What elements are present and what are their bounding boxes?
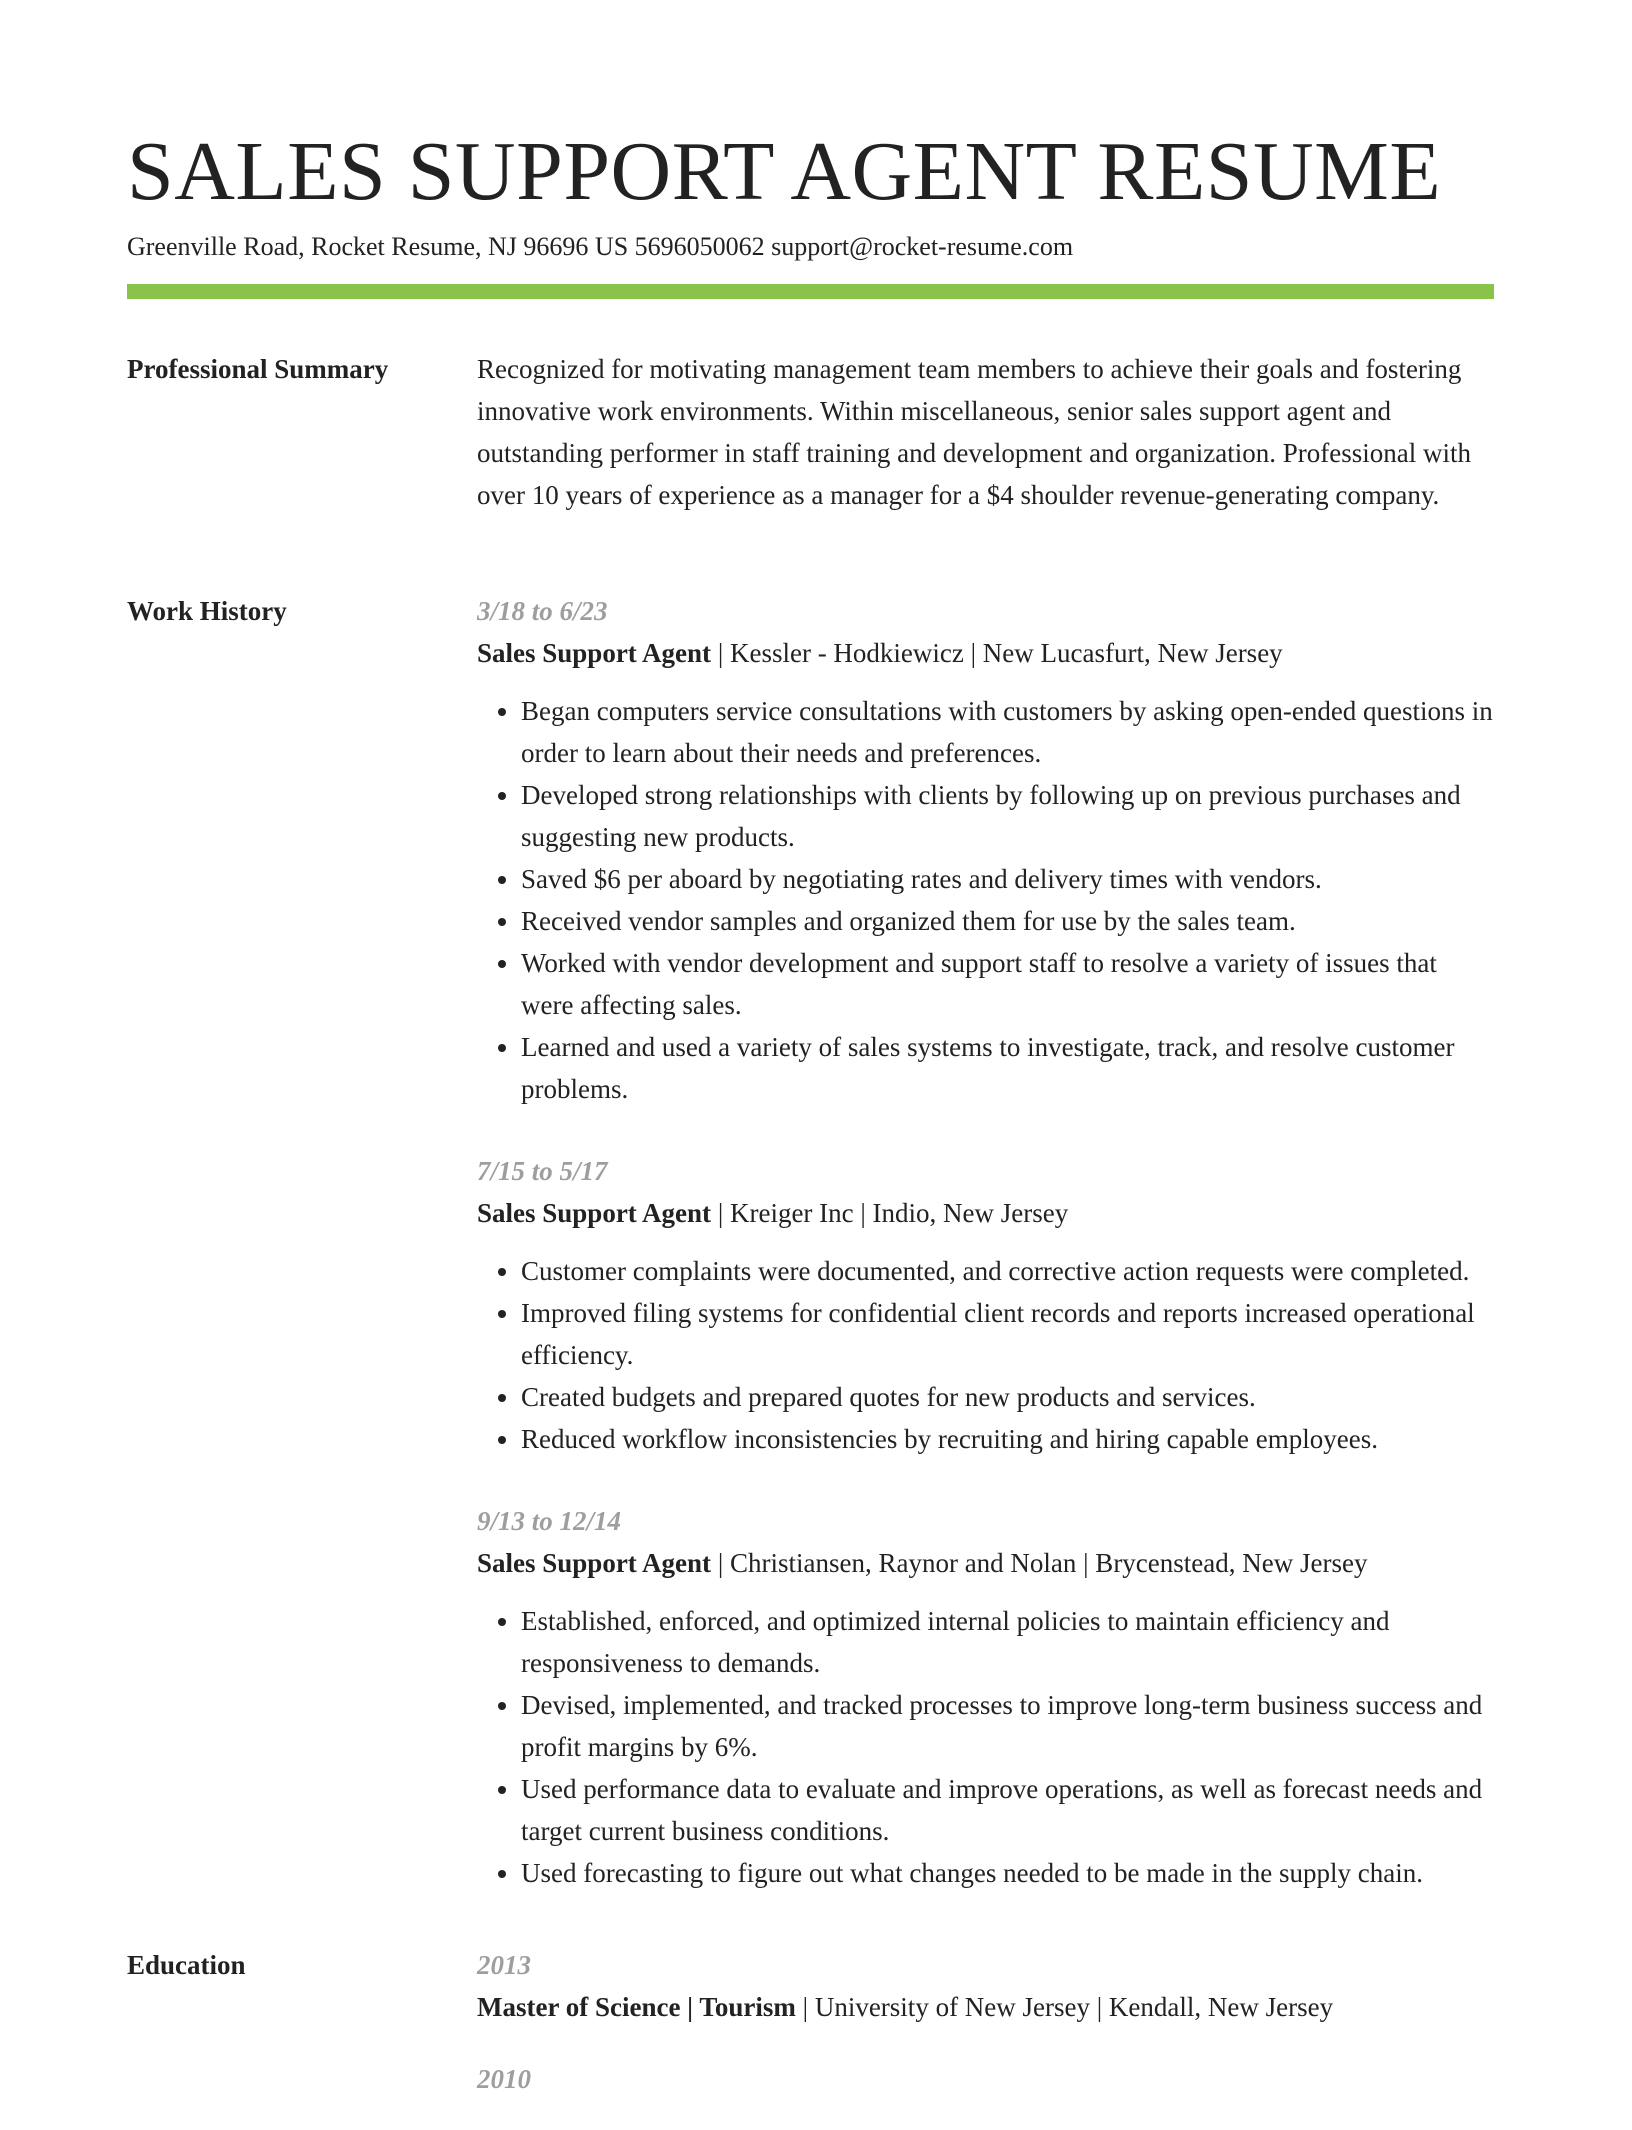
work-history-body <box>477 590 1494 1894</box>
contact-info: Greenville Road, Rocket Resume, NJ 96696 US 5696050062 support@rocket-resume.com <box>127 232 1074 261</box>
education-year: 2013 <box>477 1950 531 1980</box>
education-body <box>477 1944 1494 2130</box>
job-title: Sales Support Agent <box>477 638 712 668</box>
job-bullet: • Reduced workflow inconsistencies by recruiting and hiring capable employees. <box>521 1418 1494 1460</box>
education-year: 2010 <box>477 2064 531 2094</box>
job-heading <box>477 1542 1494 1584</box>
job-bullet: • Used forecasting to figure out what changes needed to be made in the supply chain. <box>521 1852 1494 1894</box>
job-bullet: • Received vendor samples and organized them for use by the sales team. <box>521 900 1494 942</box>
education-heading <box>477 1986 1494 2028</box>
job-title: Sales Support Agent <box>477 1548 712 1578</box>
job-dates: 7/15 to 5/17 <box>477 1156 608 1186</box>
job-bullets <box>477 1250 1494 1460</box>
education-entry <box>477 1944 1494 2028</box>
job-bullet: • Worked with vendor development and support staff to resolve a variety of issues that were affecting sales. <box>521 942 1494 1026</box>
job-dates: 9/13 to 12/14 <box>477 1506 622 1536</box>
job-heading <box>477 1192 1494 1234</box>
job-bullet: • Established, enforced, and optimized internal policies to maintain efficiency and responsiveness to demands. <box>521 1600 1494 1684</box>
resume-title: SALES SUPPORT AGENT RESUME <box>127 125 1442 218</box>
job-bullet: • Devised, implemented, and tracked processes to improve long-term business success and profit margins by 6%. <box>521 1684 1494 1768</box>
header-divider <box>127 284 1494 299</box>
work-history-label: Work History <box>127 596 287 626</box>
education-details: | University of New Jersey | Kendall, New Jersey <box>795 1992 1334 2022</box>
job-bullet: • Saved $6 per aboard by negotiating rates and delivery times with vendors. <box>521 858 1494 900</box>
job-heading <box>477 632 1494 674</box>
job-details: | Christiansen, Raynor and Nolan | Brycenstead, New Jersey <box>711 1548 1368 1578</box>
job-bullet: • Developed strong relationships with clients by following up on previous purchases and suggesting new products. <box>521 774 1494 858</box>
summary-body <box>477 348 1494 516</box>
job-bullet: • Began computers service consultations with customers by asking open-ended questions in order to learn about their needs and preferences. <box>521 690 1494 774</box>
job-bullet: • Used performance data to evaluate and improve operations, as well as forecast needs and target current business conditions. <box>521 1768 1494 1852</box>
job-details: | Kessler - Hodkiewicz | New Lucasfurt, New Jersey <box>711 638 1283 668</box>
job-entry <box>477 1150 1494 1460</box>
education-degree: Master of Science | Tourism <box>477 1992 796 2022</box>
summary-label: Professional Summary <box>127 354 389 384</box>
job-bullets <box>477 690 1494 1110</box>
job-details: | Kreiger Inc | Indio, New Jersey <box>711 1198 1069 1228</box>
job-bullets <box>477 1600 1494 1894</box>
summary-text: Recognized for motivating management team members to achieve their goals and fostering innovative work environments. Within miscellaneous, senior sales support agent and outstanding performer in staff training and development and organization. Professional with over 10 years of experience as a manager for a $4 shoulder revenue-generating company. <box>477 354 1472 510</box>
job-bullet: • Learned and used a variety of sales systems to investigate, track, and resolve customer problems. <box>521 1026 1494 1110</box>
job-entry <box>477 590 1494 1110</box>
job-dates: 3/18 to 6/23 <box>477 596 608 626</box>
education-entry <box>477 2058 1494 2100</box>
job-entry <box>477 1500 1494 1894</box>
job-bullet: • Improved filing systems for confidential client records and reports increased operational efficiency. <box>521 1292 1494 1376</box>
job-bullet: • Customer complaints were documented, and corrective action requests were completed. <box>521 1250 1494 1292</box>
job-bullet: • Created budgets and prepared quotes for new products and services. <box>521 1376 1494 1418</box>
job-title: Sales Support Agent <box>477 1198 712 1228</box>
education-label: Education <box>127 1950 246 1980</box>
